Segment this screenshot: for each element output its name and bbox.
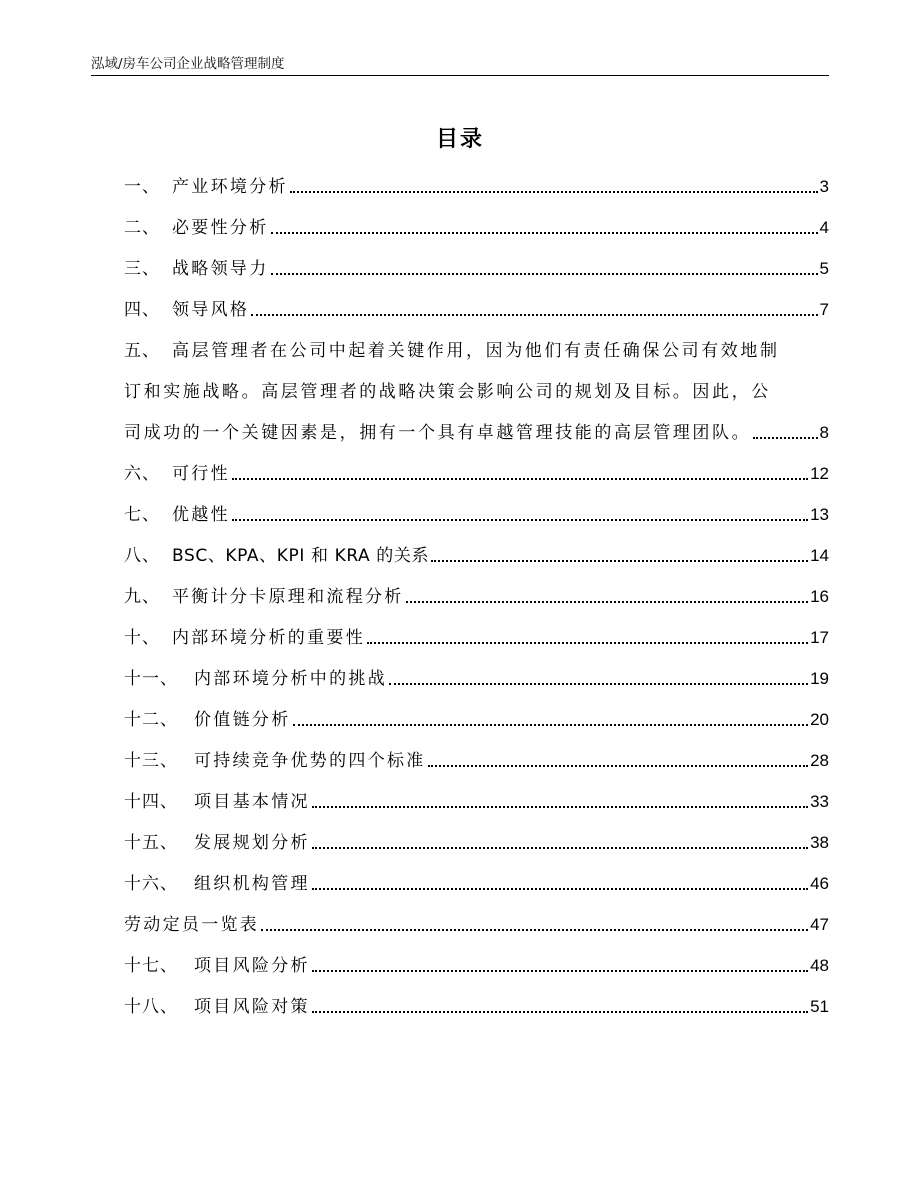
toc-entry-label: 可持续竞争优势的四个标准	[194, 751, 426, 771]
toc-entry[interactable]	[124, 173, 829, 201]
toc-entry-number: 十、	[124, 628, 160, 648]
toc-entry-number: 十一、	[124, 669, 178, 689]
toc-entry-line-1	[124, 337, 780, 365]
toc-dot-leader	[406, 601, 808, 603]
toc-dot-leader	[428, 765, 808, 767]
toc-page-number: 7	[819, 300, 829, 319]
toc-page-number: 13	[810, 505, 829, 524]
toc-page-number: 8	[819, 423, 829, 442]
toc-entry[interactable]	[124, 747, 829, 775]
toc-entry-label: 价值链分析	[194, 710, 291, 730]
toc-entry-number: 二、	[124, 218, 160, 238]
toc-dot-leader	[251, 314, 817, 316]
toc-entry-number: 一、	[124, 177, 160, 197]
toc-entry-number: 五、	[124, 341, 160, 361]
toc-entry-number: 四、	[124, 300, 160, 320]
toc-page-number: 12	[810, 464, 829, 483]
toc-entry-number: 十三、	[124, 751, 178, 771]
toc-entry-number: 十八、	[124, 997, 178, 1017]
toc-dot-leader	[312, 888, 808, 890]
toc-page-number: 14	[810, 546, 829, 565]
toc-dot-leader	[312, 806, 808, 808]
toc-entry-label: 内部环境分析的重要性	[172, 628, 365, 648]
toc-dot-leader	[293, 724, 809, 726]
toc-entry-label: 高层管理者在公司中起着关键作用，因为他们有责任确保公司有效地制	[172, 341, 780, 361]
toc-dot-leader	[290, 191, 818, 193]
toc-entry[interactable]	[124, 829, 829, 857]
toc-dot-leader	[312, 1011, 808, 1013]
toc-entry[interactable]	[124, 296, 829, 324]
toc-entry[interactable]	[124, 583, 829, 611]
toc-entry[interactable]	[124, 706, 829, 734]
toc-entry-label: 发展规划分析	[194, 833, 310, 853]
toc-dot-leader	[271, 232, 818, 234]
toc-entry[interactable]	[124, 542, 829, 570]
toc-title: 目录	[435, 127, 484, 152]
toc-entry-number: 三、	[124, 259, 160, 279]
toc-dot-leader	[753, 437, 817, 439]
toc-entry-line-3	[124, 419, 829, 447]
toc-dot-leader	[232, 478, 808, 480]
toc-dot-leader	[367, 642, 808, 644]
toc-page-number: 47	[810, 915, 829, 934]
toc-entry-label: 可行性	[172, 464, 230, 484]
toc-entry-label: 项目风险对策	[194, 997, 310, 1017]
toc-entry-label: 战略领导力	[172, 259, 269, 279]
toc-entry[interactable]	[124, 788, 829, 816]
toc-dot-leader	[271, 273, 818, 275]
toc-entry[interactable]	[124, 870, 829, 898]
toc-dot-leader	[312, 847, 808, 849]
toc-page-number: 38	[810, 833, 829, 852]
toc-entry-number: 十五、	[124, 833, 178, 853]
toc-entry[interactable]	[124, 460, 829, 488]
toc-entry-label: 项目基本情况	[194, 792, 310, 812]
toc-entry[interactable]	[124, 624, 829, 652]
toc-page-number: 19	[810, 669, 829, 688]
toc-entry-label: 组织机构管理	[194, 874, 310, 894]
toc-page-number: 5	[819, 259, 829, 278]
toc-page-number: 48	[810, 956, 829, 975]
toc-page-number: 46	[810, 874, 829, 893]
toc-entry-number: 七、	[124, 505, 160, 525]
toc-entry[interactable]	[124, 993, 829, 1021]
toc-entry-number: 十七、	[124, 956, 178, 976]
toc-entry-number: 十四、	[124, 792, 178, 812]
toc-dot-leader	[261, 929, 808, 931]
toc-entry[interactable]	[124, 501, 829, 529]
toc-page-number: 16	[810, 587, 829, 606]
toc-page-number: 17	[810, 628, 829, 647]
toc-page-number: 33	[810, 792, 829, 811]
toc-dot-leader	[389, 683, 808, 685]
toc-entry-label: 优越性	[172, 505, 230, 525]
toc-entry-number: 六、	[124, 464, 160, 484]
toc-entry-number: 八、	[124, 546, 160, 566]
toc-entry-label: 司成功的一个关键因素是，拥有一个具有卓越管理技能的高层管理团队。	[124, 423, 752, 443]
page-header: 泓域/房车公司企业战略管理制度	[91, 56, 285, 72]
toc-entry-label: 产业环境分析	[172, 177, 288, 197]
toc-page-number: 3	[819, 177, 829, 196]
toc-entry-line-2: 订和实施战略。高层管理者的战略决策会影响公司的规划及目标。因此，公	[124, 382, 771, 402]
toc-entry-label: 平衡计分卡原理和流程分析	[172, 587, 404, 607]
toc-entry-number: 九、	[124, 587, 160, 607]
toc-entry[interactable]	[124, 911, 829, 939]
toc-entry-number: 十二、	[124, 710, 178, 730]
toc-entry-label: 劳动定员一览表	[124, 915, 260, 935]
toc-entry-label: 项目风险分析	[194, 956, 310, 976]
toc-dot-leader	[431, 560, 808, 562]
toc-page-number: 4	[819, 218, 829, 237]
toc-page-number: 51	[810, 997, 829, 1016]
toc-entry-label: 内部环境分析中的挑战	[194, 669, 387, 689]
toc-entry-number: 十六、	[124, 874, 178, 894]
toc-page-number: 20	[810, 710, 829, 729]
header-divider	[91, 75, 829, 76]
toc-page-number: 28	[810, 751, 829, 770]
toc-entry-label: 必要性分析	[172, 218, 269, 238]
toc-entry[interactable]	[124, 952, 829, 980]
toc-dot-leader	[312, 970, 808, 972]
toc-entry-label: 领导风格	[172, 300, 250, 320]
toc-entry-label: BSC、KPA、KPI 和 KRA 的关系	[172, 546, 430, 566]
toc-entry[interactable]	[124, 214, 829, 242]
toc-entry[interactable]	[124, 665, 829, 693]
toc-entry[interactable]	[124, 255, 829, 283]
toc-dot-leader	[232, 519, 808, 521]
